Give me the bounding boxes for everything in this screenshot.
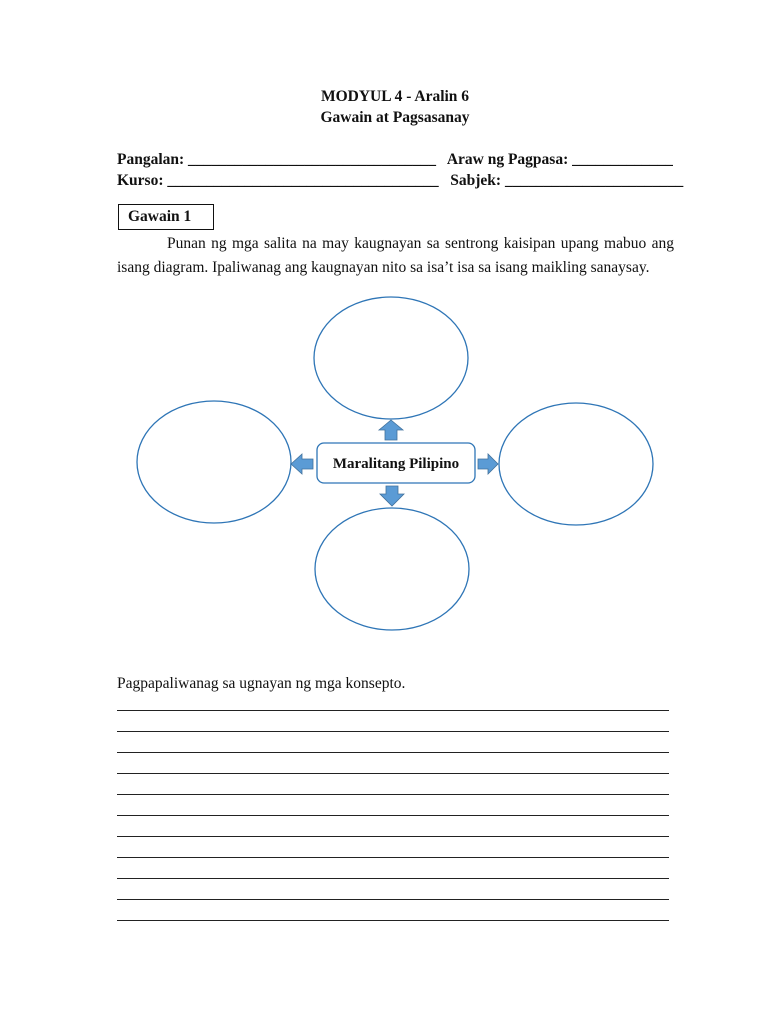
answer-line[interactable] — [117, 773, 669, 774]
arrow-left-icon — [291, 454, 313, 474]
arrow-right-icon — [478, 454, 498, 474]
name-and-date-fields[interactable]: Pangalan: ________________________________ Araw ng Pagpasa: _____________ — [117, 151, 673, 168]
answer-line[interactable] — [117, 899, 669, 900]
instructions-text: Punan ng mga salita na may kaugnayan sa sentrong kaisipan upang mabuo ang isang diagram. Ipaliwanag ang kaugnayan nito sa isa’t isa sa isang maikling sanaysay. — [117, 235, 674, 276]
answer-line[interactable] — [117, 731, 669, 732]
activity-title: Gawain at Pagsasanay — [320, 109, 470, 126]
course-and-subject-fields[interactable]: Kurso: ___________________________________ Sabjek: _______________________ — [117, 172, 684, 189]
explanation-label: Pagpapaliwanag sa ugnayan ng mga konsepto. — [117, 675, 406, 692]
answer-line[interactable] — [117, 920, 669, 921]
concept-map-diagram — [0, 290, 768, 640]
answer-line[interactable] — [117, 752, 669, 753]
answer-line[interactable] — [117, 815, 669, 816]
answer-line[interactable] — [117, 794, 669, 795]
center-concept-label: Maralitang Pilipino — [332, 456, 460, 472]
answer-line[interactable] — [117, 710, 669, 711]
answer-line[interactable] — [117, 857, 669, 858]
arrow-up-icon — [379, 420, 403, 440]
answer-line[interactable] — [117, 836, 669, 837]
left-answer-ellipse[interactable] — [137, 401, 291, 523]
arrow-down-icon — [380, 486, 404, 506]
answer-line[interactable] — [117, 878, 669, 879]
bottom-answer-ellipse[interactable] — [315, 508, 469, 630]
right-answer-ellipse[interactable] — [499, 403, 653, 525]
activity-label-box: Gawain 1 — [118, 204, 214, 230]
top-answer-ellipse[interactable] — [314, 297, 468, 419]
module-title: MODYUL 4 - Aralin 6 — [320, 88, 470, 105]
